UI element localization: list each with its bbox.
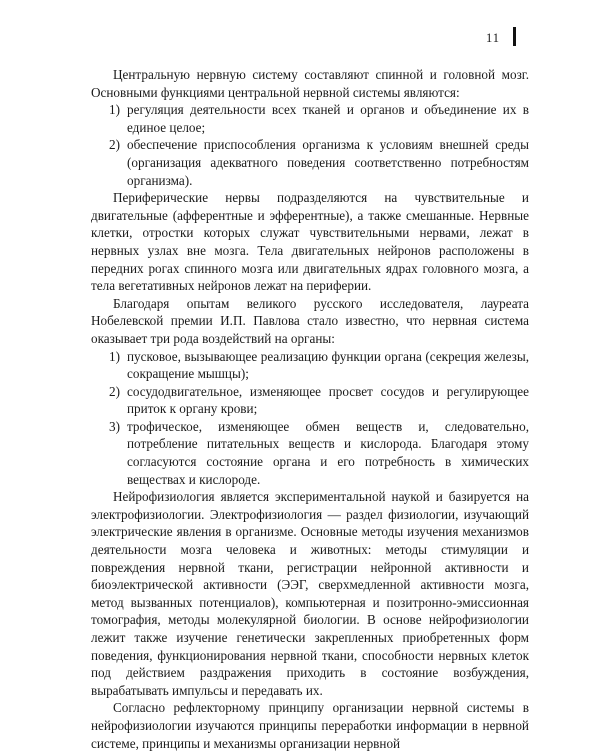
list-marker: 2) (109, 137, 120, 153)
paragraph: Благодаря опытам великого русского исследователя, лауреата Нобелевской премии И.П. Павлова стало известно, что нервная система оказывает три рода воздействий на органы: (91, 295, 529, 346)
list-marker: 1) (109, 348, 120, 364)
list-marker: 1) (109, 102, 120, 118)
list-item (91, 383, 529, 418)
list-item (91, 136, 529, 189)
paragraph: Периферические нервы подразделяются на чувствительные и двигательные (афферентные и эфферентные), а также смешанные. Нервные клетки, отростки которых служат чувствительными нервами, лежат в нервных узлах вне мозга. Тела двигательных нейронов расположены в передних рогах спинного мозга или двигательных ядрах головного мозга, а тела вегетативных нейронов лежат на периферии. (91, 190, 529, 294)
list-item-text: обеспечение приспособления организма к условиям внешней среды (организация адекватного поведения соответственно потребностям организма). (127, 137, 529, 188)
list-marker: 3) (109, 418, 120, 434)
list-marker: 2) (109, 383, 120, 399)
paragraph: Согласно рефлекторному принципу организации нервной системы в нейрофизиологии изучаются принципы переработки информации в нервной системе, принципы и механизмы организации нервной (91, 700, 529, 751)
list-item (91, 418, 529, 488)
list-item-text: сосудодвигательное, изменяющее просвет сосудов и регулирующее приток к органу крови; (127, 383, 529, 417)
page-number-bar (513, 27, 516, 46)
paragraph: Нейрофизиология является экспериментальной наукой и базируется на электрофизиологии. Электрофизиология — раздел физиологии, изучающий электрические явления в организме. Основные методы изучения механизмов деятельности мозга человека и животных: методы стимуляции и повреждения нервной ткани, регистрации нейронной активности и биоэлектрической активности (ЭЭГ, сверхмедленной активности мозга, метод вызванных потенциалов), компьютерная и позитронно-эмиссионная томография, методы молекулярной биологии. В основе нейрофизиологии лежит также изучение генетически закрепленных приобретенных форм поведения, функционирования нервной ткани, способности нервных клеток под действием раздражения приходить в состояние возбуждения, вырабатывать импульсы и передавать их. (91, 489, 529, 698)
paragraph: Центральную нервную систему составляют спинной и головной мозг. Основными функциями центральной нервной системы являются: (91, 67, 529, 100)
list-item (91, 348, 529, 383)
page-content (91, 66, 529, 752)
list-item-text: регуляция деятельности всех тканей и органов и объединение их в единое целое; (127, 102, 529, 135)
page-number: 11 (486, 31, 501, 45)
list-item-text: пусковое, вызывающее реализацию функции органа (секреция железы, сокращение мышцы); (127, 348, 529, 382)
list-item (91, 101, 529, 136)
list-item-text: трофическое, изменяющее обмен веществ и, следовательно, потребление питательных веществ и кислорода. Благодаря этому согласуются состояние органа и его потребность в химических веществах и кислороде. (127, 418, 529, 487)
